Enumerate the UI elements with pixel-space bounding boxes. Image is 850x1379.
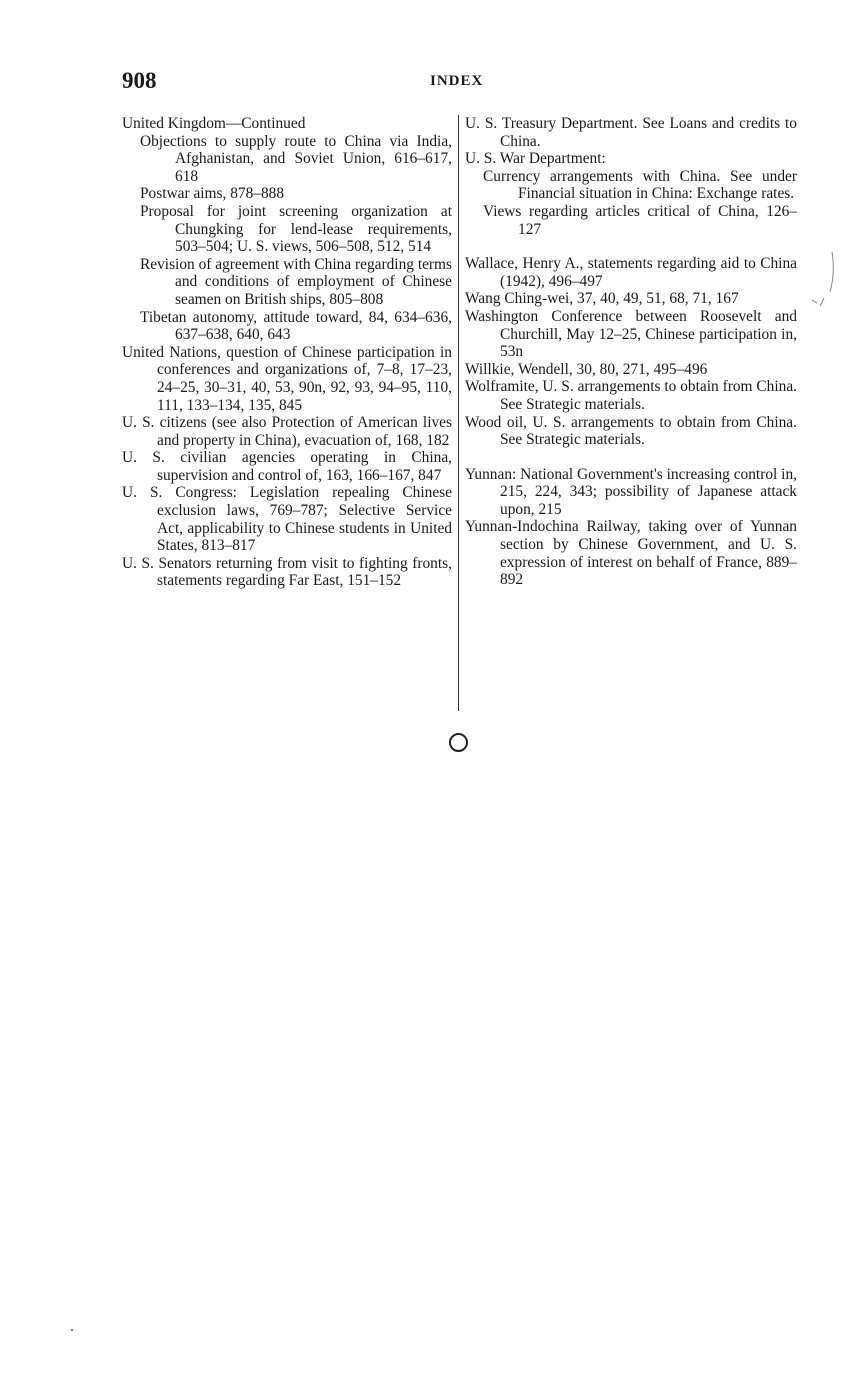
- index-entry: United Nations, question of Chinese participation in conferences and organizations of, 7–8, 17–23, 24–25, 30–31, 40, 53, 90n, 92, 93, 94–95, 110, 111, 133–134, 135, 845: [122, 343, 452, 414]
- index-entry: Willkie, Wendell, 30, 80, 271, 495–496: [465, 360, 708, 378]
- index-entry: Yunnan-Indochina Railway, taking over of Yunnan section by Chinese Government, and U. S. expression of interest on behalf of France, 889–892: [465, 518, 797, 589]
- index-entry: Wood oil, U. S. arrangements to obtain from China. See Strategic materials.: [465, 413, 797, 449]
- index-entry: Yunnan: National Government's increasing control in, 215, 224, 343; possibility of Japanese attack upon, 215: [465, 465, 797, 518]
- index-column-right: [465, 115, 797, 589]
- index-column-left: [122, 115, 452, 590]
- index-entry: Washington Conference between Roosevelt and Churchill, May 12–25, Chinese participation in, 53n: [465, 307, 797, 361]
- index-entry: Wallace, Henry A., statements regarding aid to China (1942), 496–497: [465, 255, 797, 290]
- running-head: INDEX: [430, 73, 484, 89]
- pencil-mark-icon: [808, 250, 838, 310]
- end-circle-mark: [449, 733, 468, 752]
- index-entry: Wang Ching-wei, 37, 40, 49, 51, 68, 71, 167: [465, 290, 739, 308]
- index-entry: U. S. Congress: Legislation repealing Chinese exclusion laws, 769–787; Selective Service Act, applicability to Chinese students in United States, 813–817: [122, 484, 452, 555]
- page-number: 908: [122, 68, 157, 93]
- index-subentry: Tibetan autonomy, attitude toward, 84, 634–636, 637–638, 640, 643: [140, 308, 452, 344]
- index-entry: U. S. citizens (see also Protection of American lives and property in China), evacuation of, 168, 182: [122, 414, 452, 449]
- index-subentry: Proposal for joint screening organization at Chungking for lend-lease requirements, 503–504; U. S. views, 506–508, 512, 514: [140, 202, 452, 256]
- index-subentry: Currency arrangements with China. See under Financial situation in China: Exchange rates.: [483, 167, 797, 203]
- index-subentry: Postwar aims, 878–888: [140, 185, 285, 203]
- index-entry: U. S. civilian agencies operating in China, supervision and control of, 163, 166–167, 847: [122, 449, 452, 484]
- index-entry: U. S. Senators returning from visit to fighting fronts, statements regarding Far East, 151–152: [122, 554, 452, 590]
- column-divider: [458, 115, 459, 711]
- index-subentry: Objections to supply route to China via India, Afghanistan, and Soviet Union, 616–617, 618: [140, 132, 452, 185]
- index-subentry: Revision of agreement with China regarding terms and conditions of employment of Chinese seamen on British ships, 805–808: [140, 255, 453, 308]
- index-entry: U. S. War Department:: [465, 150, 606, 168]
- index-entry: Wolframite, U. S. arrangements to obtain from China. See Strategic materials.: [465, 378, 797, 413]
- index-entry: U. S. Treasury Department. See Loans and credits to China.: [465, 115, 797, 150]
- index-subentry: Views regarding articles critical of China, 126–127: [483, 202, 797, 238]
- paper-speck: [71, 1329, 73, 1331]
- index-entry: United Kingdom—Continued: [122, 115, 306, 132]
